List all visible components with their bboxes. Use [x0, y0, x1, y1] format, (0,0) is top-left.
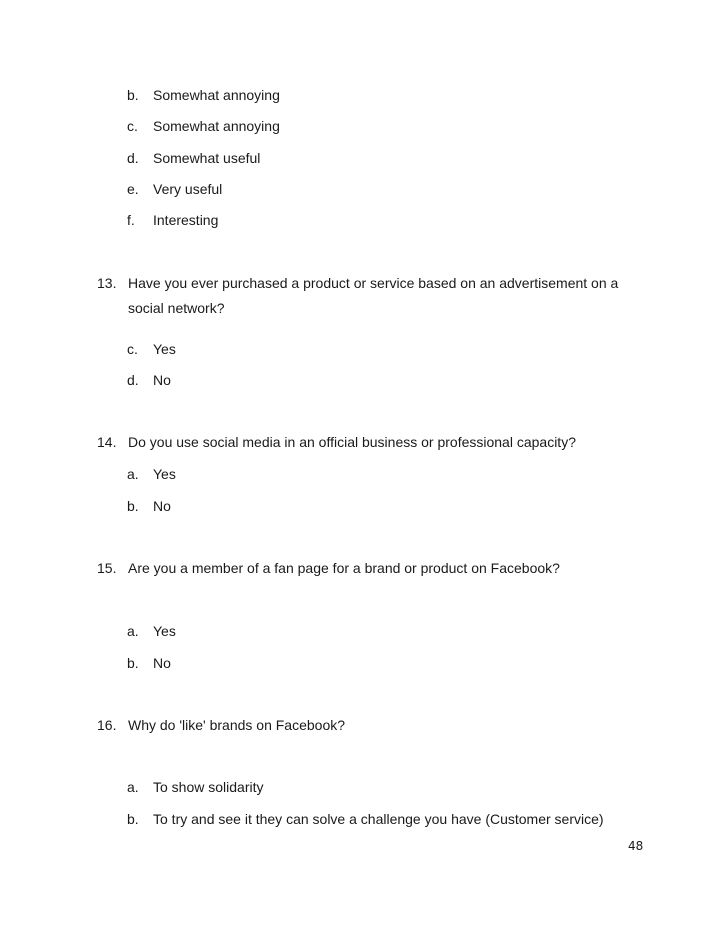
- option-letter: f.: [127, 212, 135, 228]
- option-text: Somewhat useful: [153, 150, 261, 166]
- option-text: To show solidarity: [153, 779, 264, 795]
- option-text: Yes: [153, 623, 176, 639]
- option-text: No: [153, 655, 171, 671]
- question-text: Have you ever purchased a product or service based on an advertisement on a: [128, 275, 619, 291]
- page-number: 48: [628, 839, 644, 853]
- option-letter: c.: [127, 341, 138, 357]
- option-text: Very useful: [153, 181, 223, 197]
- option-letter: a.: [127, 779, 139, 795]
- option-text: Somewhat annoying: [153, 118, 280, 134]
- question-text: Do you use social media in an official business or professional capacity?: [128, 434, 576, 450]
- option-letter: e.: [127, 181, 139, 197]
- question-text: Why do 'like' brands on Facebook?: [128, 717, 346, 733]
- option-letter: b.: [127, 498, 139, 514]
- option-letter: b.: [127, 655, 139, 671]
- option-text: Somewhat annoying: [153, 87, 280, 103]
- option-text: No: [153, 372, 171, 388]
- option-letter: d.: [127, 372, 139, 388]
- question-number: 15.: [97, 560, 117, 576]
- question-number: 14.: [97, 434, 117, 450]
- question-text: Are you a member of a fan page for a brand or product on Facebook?: [128, 560, 560, 576]
- option-letter: a.: [127, 623, 139, 639]
- option-letter: a.: [127, 466, 139, 482]
- option-text: No: [153, 498, 171, 514]
- option-letter: b.: [127, 87, 139, 103]
- option-letter: d.: [127, 150, 139, 166]
- option-letter: b.: [127, 811, 139, 827]
- option-text: Yes: [153, 341, 176, 357]
- option-letter: c.: [127, 118, 138, 134]
- question-number: 16.: [97, 717, 117, 733]
- option-text: To try and see it they can solve a challenge you have (Customer service): [153, 811, 604, 827]
- option-text: Interesting: [153, 212, 219, 228]
- question-number: 13.: [97, 275, 117, 291]
- option-text: Yes: [153, 466, 176, 482]
- question-text: social network?: [128, 300, 225, 316]
